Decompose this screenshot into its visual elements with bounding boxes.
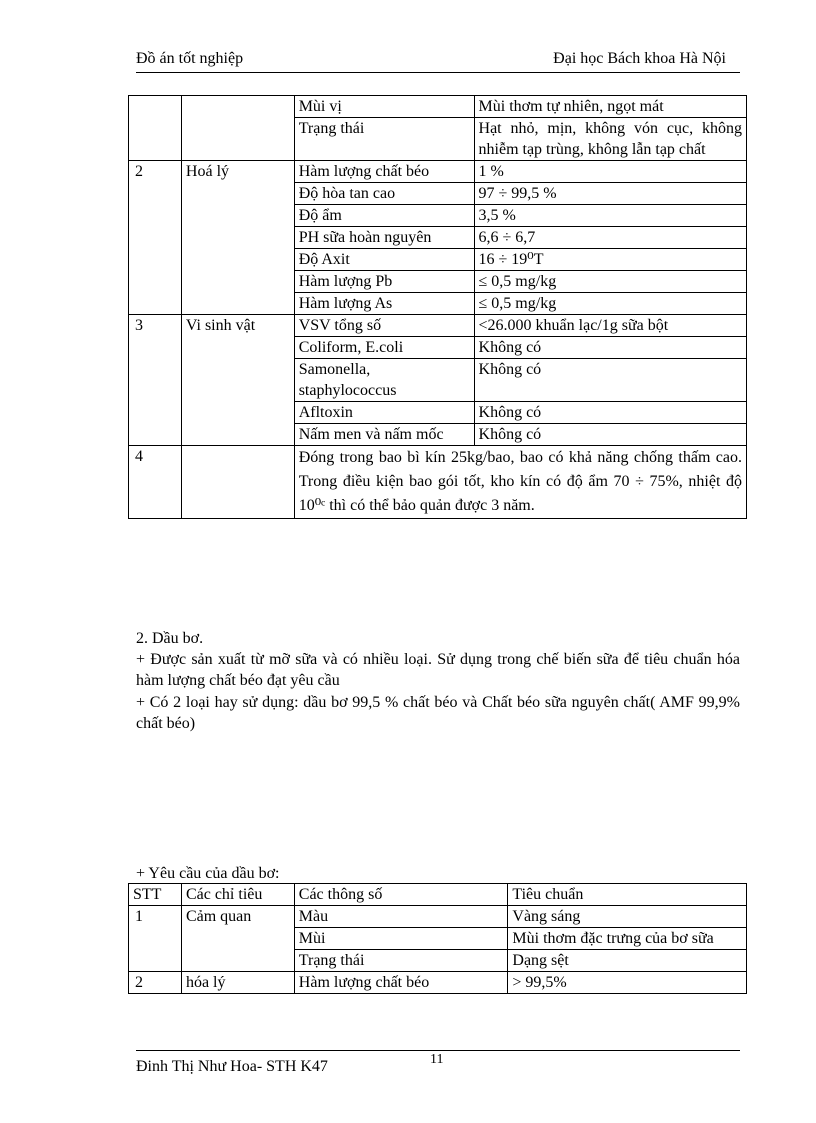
footer-author: Đinh Thị Như Hoa- STH K47 [136, 1058, 328, 1075]
page-header [136, 50, 740, 73]
param-cell: Màu [294, 906, 508, 928]
value-cell: 6,6 ÷ 6,7 [474, 227, 746, 249]
header-left: Đồ án tốt nghiệp [136, 50, 244, 67]
bullet-text: + Có 2 loại hay sử dụng: dầu bơ 99,5 % chất béo và Chất béo sữa nguyên chất( AMF 99,9% chất béo) [136, 694, 740, 732]
param-cell: Trạng thái [294, 950, 508, 972]
value-cell: ≤ 0,5 mg/kg [474, 271, 746, 293]
value-cell: Không có [474, 359, 746, 402]
group-cell: Cảm quan [181, 906, 294, 972]
value-cell: 97 ÷ 99,5 % [474, 183, 746, 205]
value-cell: Không có [474, 337, 746, 359]
group-cell: Hoá lý [181, 161, 294, 315]
value-cell: > 99,5% [508, 972, 747, 994]
value-cell: 1 % [474, 161, 746, 183]
value-cell: Không có [474, 424, 746, 446]
requirements-heading: + Yêu cầu của dầu bơ: [136, 865, 280, 882]
table-row [129, 906, 747, 928]
stt-cell: 2 [129, 972, 182, 994]
value-cell: <26.000 khuẩn lạc/1g sữa bột [474, 315, 746, 337]
param-cell: Trạng thái [294, 118, 474, 161]
value-cell: Mùi thơm đặc trưng của bơ sữa [508, 928, 747, 950]
param-cell: Coliform, E.coli [294, 337, 474, 359]
page-number: 11 [430, 1052, 444, 1067]
value-cell: ≤ 0,5 mg/kg [474, 293, 746, 315]
param-cell: Độ hòa tan cao [294, 183, 474, 205]
bullet-text: + Được sản xuất từ mỡ sữa và có nhiều loại. Sử dụng trong chế biến sữa để tiêu chuẩn hóa hàm lượng chất béo đạt yêu cầu [136, 651, 740, 689]
stt-cell: 4 [129, 446, 182, 519]
column-header: STT [129, 884, 182, 906]
table-row [129, 315, 747, 337]
param-cell: Hàm lượng As [294, 293, 474, 315]
stt-cell [129, 96, 182, 161]
header-right: Đại học Bách khoa Hà Nội [553, 50, 726, 67]
param-cell: Mùi [294, 928, 508, 950]
stt-cell: 2 [129, 161, 182, 315]
value-cell: Dạng sệt [508, 950, 747, 972]
storage-note-cell: Đóng trong bao bì kín 25kg/bao, bao có khả năng chống thấm cao. Trong điều kiện bao gói tốt, kho kín có độ ẩm 70 ÷ 75%, nhiệt độ 10⁰ᶜ thì có thể bảo quản được 3 năm. [294, 446, 746, 519]
butter-oil-table [128, 883, 747, 994]
value-cell: Mùi thơm tự nhiên, ngọt mát [474, 96, 746, 118]
param-cell: PH sữa hoàn nguyên [294, 227, 474, 249]
table-row [129, 96, 747, 118]
value-cell: Vàng sáng [508, 906, 747, 928]
table-row [129, 161, 747, 183]
table-row [129, 446, 747, 519]
footer-divider [136, 1050, 740, 1051]
column-header: Các chỉ tiêu [181, 884, 294, 906]
param-cell: Hàm lượng chất béo [294, 161, 474, 183]
table-row [129, 972, 747, 994]
value-cell: 16 ÷ 19⁰T [474, 249, 746, 271]
param-cell: Độ ẩm [294, 205, 474, 227]
group-cell [181, 446, 294, 519]
table-header-row [129, 884, 747, 906]
group-cell: hóa lý [181, 972, 294, 994]
param-cell: Hàm lượng chất béo [294, 972, 508, 994]
param-cell: Afltoxin [294, 402, 474, 424]
param-cell: Mùi vị [294, 96, 474, 118]
stt-cell: 1 [129, 906, 182, 972]
value-cell: 3,5 % [474, 205, 746, 227]
param-cell: Hàm lượng Pb [294, 271, 474, 293]
value-cell: Không có [474, 402, 746, 424]
specification-table [128, 95, 747, 519]
stt-cell: 3 [129, 315, 182, 446]
param-cell: Samonella, staphylococcus [294, 359, 474, 402]
column-header: Tiêu chuẩn [508, 884, 747, 906]
param-cell: Độ Axit [294, 249, 474, 271]
group-cell [181, 96, 294, 161]
section-heading: 2. Dầu bơ. [136, 630, 204, 647]
group-cell: Vi sinh vật [181, 315, 294, 446]
value-cell: Hạt nhỏ, mịn, không vón cục, không nhiễm tạp trùng, không lẫn tạp chất [474, 118, 746, 161]
param-cell: Nấm men và nấm mốc [294, 424, 474, 446]
param-cell: VSV tổng số [294, 315, 474, 337]
column-header: Các thông số [294, 884, 508, 906]
